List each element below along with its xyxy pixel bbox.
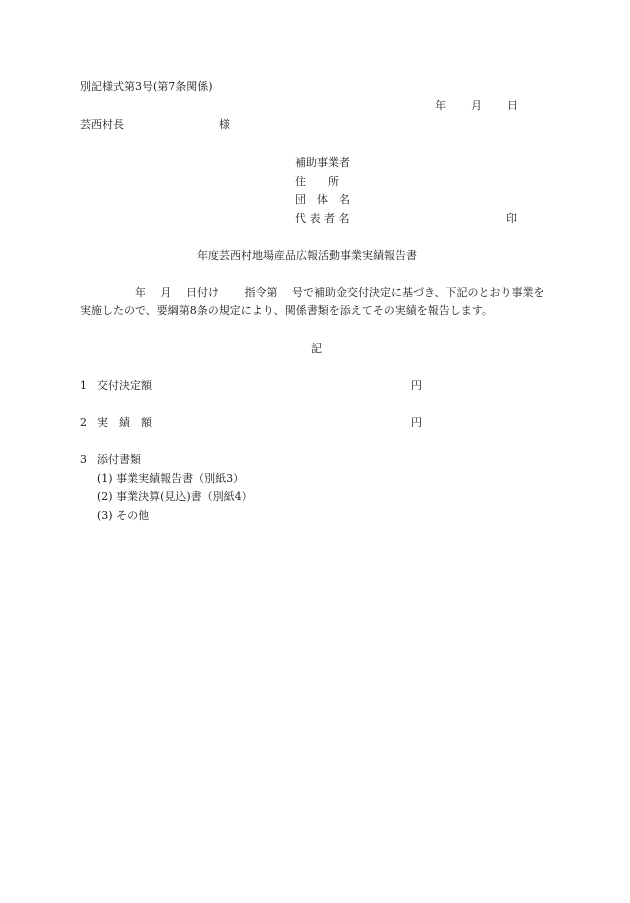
document-title: 年度芸西村地場産品広報活動事業実績報告書 (197, 249, 417, 262)
body-line-1: 年 月 日付け 指令第 号で補助金交付決定に基づき、下記のとおり事業を (80, 286, 545, 299)
item-3-label: 添付書類 (97, 453, 141, 466)
item-2-unit: 円 (411, 416, 422, 429)
date-year-label: 年 (435, 99, 446, 112)
applicant-org-label: 団 体 名 (295, 193, 350, 206)
applicant-rep-label: 代 表 者 名 (295, 212, 350, 225)
item-3-number: 3 (80, 453, 87, 466)
item-1-unit: 円 (411, 379, 422, 392)
applicant-address-label: 住 所 (295, 175, 339, 188)
applicant-heading: 補助事業者 (295, 156, 350, 169)
item-1-number: 1 (80, 379, 87, 392)
attachment-item: (2) 事業決算(見込)書（別紙4） (97, 490, 253, 503)
date-month-label: 月 (471, 99, 482, 112)
ki-heading: 記 (311, 342, 322, 355)
addressee-name: 芸西村長 (80, 118, 124, 131)
item-2-label: 実 績 額 (97, 416, 152, 429)
item-2-number: 2 (80, 416, 87, 429)
date-day-label: 日 (507, 99, 518, 112)
form-number: 別記様式第3号(第7条関係) (80, 80, 213, 93)
attachment-item: (3) その他 (97, 509, 150, 522)
addressee-honorific: 様 (219, 118, 230, 131)
body-line-2: 実施したので、要綱第8条の規定により、関係書類を添えてその実績を報告します。 (80, 304, 493, 317)
seal-mark: 印 (506, 212, 517, 225)
item-1-label: 交付決定額 (97, 379, 152, 392)
attachment-item: (1) 事業実績報告書（別紙3） (97, 472, 245, 485)
